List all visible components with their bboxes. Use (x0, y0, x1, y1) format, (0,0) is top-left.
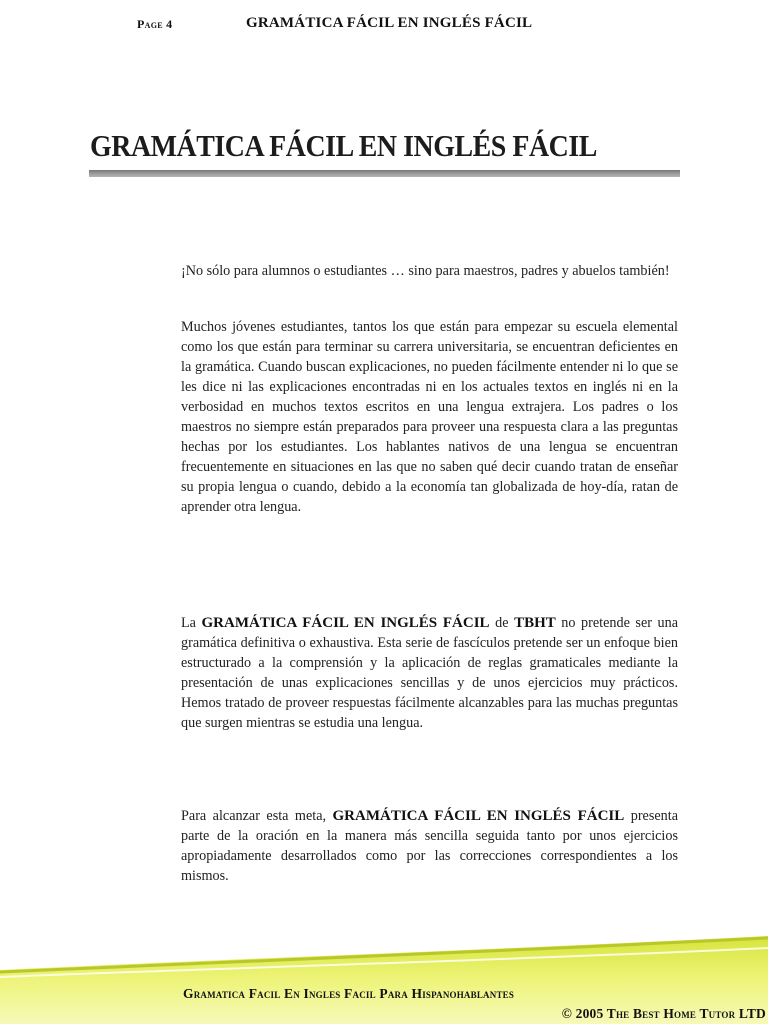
paragraph-goal (181, 806, 678, 886)
page-header (0, 15, 768, 37)
text-run: no pretende ser una gramática definitiva o exhaustiva. Esta serie de fascículos pretende ser un enfoque bien estructurado a la comprensión y la aplicación de reglas gramaticales mediante la presentación de unas explicaciones sencillas y de unos ejercicios muy prácticos. Hemos tratado de proveer respuestas fácilmente alcanzables para las muchas preguntas que surgen mientras se estudia una lengua. (181, 615, 678, 731)
header-title: GRAMÁTICA FÁCIL EN INGLÉS FÁCIL (246, 15, 533, 31)
text-run: Para alcanzar esta meta, (181, 808, 333, 824)
paragraph-intro: ¡No sólo para alumnos o estudiantes … sino para maestros, padres y abuelos también! (181, 263, 670, 279)
paragraph-students: Muchos jóvenes estudiantes, tantos los que están para empezar su escuela elemental como los que están para terminar su carrera universitaria, se encuentran deficientes en la gramática. Cuando buscan explicaciones, no pueden fácilmente entender ni lo que se les dice ni las explicaciones encontradas ni en los actuales textos en inglés ni en la verbosidad en muchos textos escritos en una lengua extrajera. Los padres o los maestros no siempre están preparados para proveer una respuesta clara a las preguntas hechas por los estudiantes. Los hablantes nativos de una lengua se encuentran frecuentemente en situaciones en las que no saben qué decir cuando tratan de enseñar su propia lengua o cuando, debido a la economía tan globalizada de hoy-día, ratan de aprender otra lengua. (181, 319, 678, 515)
book-title-emphasis: GRAMÁTICA FÁCIL EN INGLÉS FÁCIL (332, 808, 625, 824)
publisher-emphasis: TBHT (514, 615, 556, 631)
paragraph-about-book (181, 613, 678, 733)
title-underline (89, 170, 680, 177)
book-title-emphasis: GRAMÁTICA FÁCIL EN INGLÉS FÁCIL (201, 615, 490, 631)
page-title: GRAMÁTICA FÁCIL EN INGLÉS FÁCIL (90, 128, 597, 163)
footer-series-title: Gramatica Facil En Ingles Facil Para Hispanohablantes (183, 986, 515, 1001)
text-run: de (489, 615, 515, 631)
page-number: Page 4 (137, 17, 173, 31)
text-run: La (181, 615, 202, 631)
footer-copyright: © 2005 The Best Home Tutor LTD (561, 1006, 766, 1021)
text-run: presenta parte de la oración en la manera más sencilla seguida tanto por unos ejercicios apropiadamente desarrollados como por las correcciones correspondientes a los mismos. (181, 808, 678, 884)
